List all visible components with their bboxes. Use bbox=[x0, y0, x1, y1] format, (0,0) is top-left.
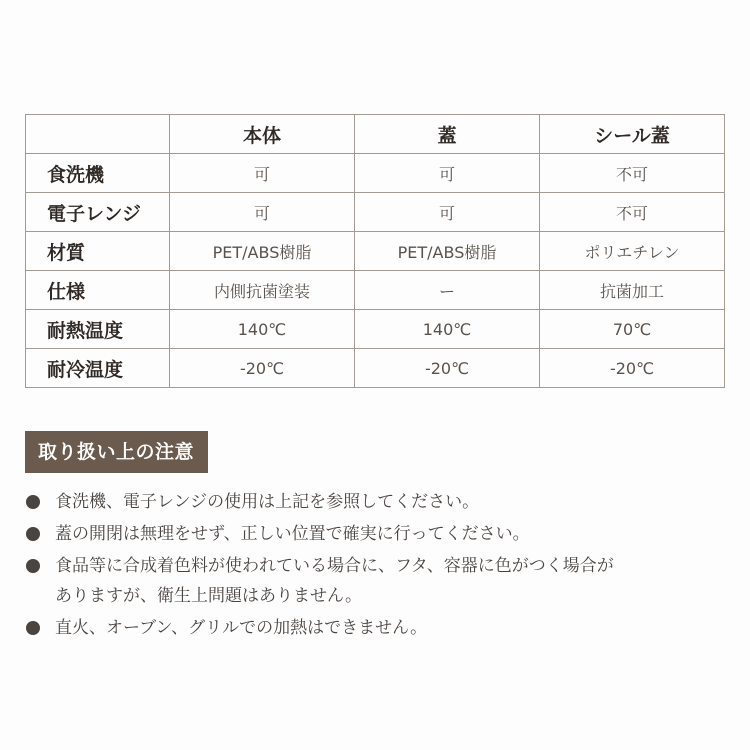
note-text: 蓋の開閉は無理をせず、正しい位置で確実に行ってください。 bbox=[55, 524, 530, 544]
table-cell: 70℃ bbox=[540, 310, 725, 349]
table-cell: 可 bbox=[170, 193, 355, 232]
header-lid: 蓋 bbox=[355, 115, 540, 154]
notes-title: 取り扱い上の注意 bbox=[25, 431, 208, 473]
list-item bbox=[25, 613, 725, 643]
bullet-icon bbox=[26, 559, 40, 573]
table-cell: 可 bbox=[355, 154, 540, 193]
note-text-continued: ありますが、衛生上問題はありません。 bbox=[55, 586, 363, 606]
bullet-icon bbox=[26, 495, 40, 509]
table-cell: 抗菌加工 bbox=[540, 271, 725, 310]
table-header-row bbox=[26, 115, 725, 154]
list-item bbox=[25, 487, 725, 517]
spec-table bbox=[25, 114, 725, 388]
table-cell: 140℃ bbox=[170, 310, 355, 349]
table-row bbox=[26, 271, 725, 310]
table-row bbox=[26, 349, 725, 388]
table-cell: PET/ABS樹脂 bbox=[170, 232, 355, 271]
header-corner-cell bbox=[26, 115, 170, 154]
row-label: 耐冷温度 bbox=[26, 349, 170, 388]
list-item bbox=[25, 551, 725, 611]
table-cell: -20℃ bbox=[355, 349, 540, 388]
list-item bbox=[25, 519, 725, 549]
note-text: 食洗機、電子レンジの使用は上記を参照してください。 bbox=[55, 492, 480, 512]
notes-list bbox=[25, 487, 725, 645]
table-cell: 140℃ bbox=[355, 310, 540, 349]
table-cell: -20℃ bbox=[170, 349, 355, 388]
row-label: 電子レンジ bbox=[26, 193, 170, 232]
table-cell: ー bbox=[355, 271, 540, 310]
table-cell: PET/ABS樹脂 bbox=[355, 232, 540, 271]
table-cell: 不可 bbox=[540, 154, 725, 193]
table-cell: 可 bbox=[355, 193, 540, 232]
bullet-icon bbox=[26, 527, 40, 541]
table-row bbox=[26, 232, 725, 271]
table-row bbox=[26, 154, 725, 193]
table-row bbox=[26, 193, 725, 232]
row-label: 耐熱温度 bbox=[26, 310, 170, 349]
table-row bbox=[26, 310, 725, 349]
table-cell: 不可 bbox=[540, 193, 725, 232]
table-cell: 内側抗菌塗装 bbox=[170, 271, 355, 310]
note-text: 直火、オーブン、グリルでの加熱はできません。 bbox=[55, 618, 428, 638]
row-label: 食洗機 bbox=[26, 154, 170, 193]
header-body: 本体 bbox=[170, 115, 355, 154]
table-cell: ポリエチレン bbox=[540, 232, 725, 271]
row-label: 材質 bbox=[26, 232, 170, 271]
header-seal-lid: シール蓋 bbox=[540, 115, 725, 154]
bullet-icon bbox=[26, 621, 40, 635]
table-cell: -20℃ bbox=[540, 349, 725, 388]
row-label: 仕様 bbox=[26, 271, 170, 310]
table-cell: 可 bbox=[170, 154, 355, 193]
note-text: 食品等に合成着色料が使われている場合に、フタ、容器に色がつく場合が bbox=[55, 556, 614, 576]
